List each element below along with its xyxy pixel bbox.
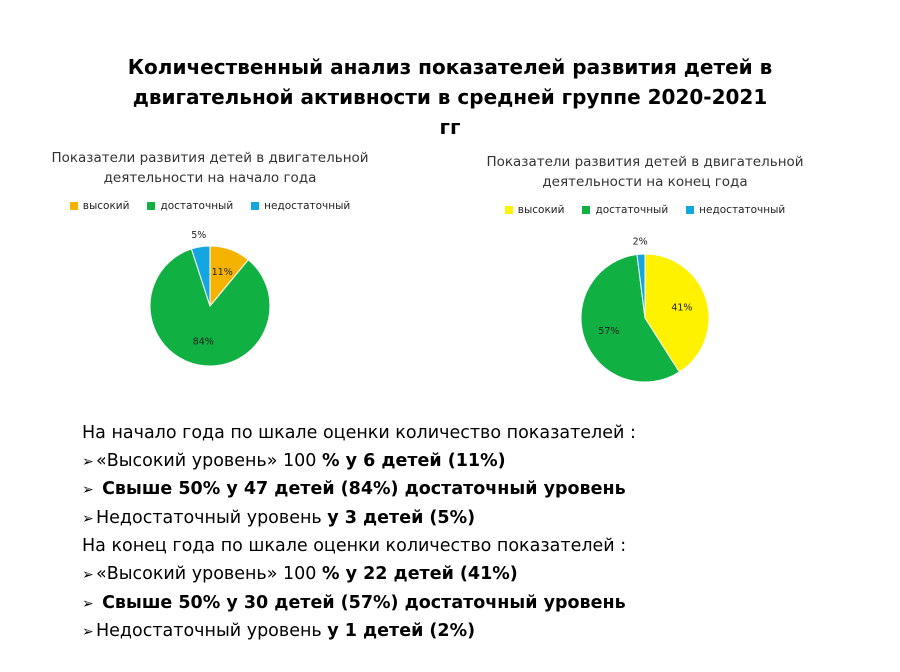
- legend-label: достаточный: [160, 200, 234, 212]
- item-text-bold: % у 6 детей (11%): [321, 450, 506, 471]
- arrow-bullet-icon: ➢: [82, 510, 94, 527]
- item-text-bold: у 3 детей (5%): [327, 507, 476, 528]
- legend-label: достаточный: [595, 204, 669, 216]
- data-label-sufficient: 84%: [192, 336, 214, 348]
- item-text-bold: у 1 детей (2%): [327, 621, 476, 642]
- data-label-high: 41%: [671, 302, 693, 314]
- start-item-high: [82, 448, 842, 477]
- arrow-bullet-icon: ➢: [82, 624, 94, 641]
- page-title-line2: двигательной активности в средней группе 2020-2021 гг: [132, 85, 768, 139]
- arrow-bullet-icon: ➢: [82, 453, 94, 470]
- legend-label: недостаточный: [264, 200, 351, 212]
- arrow-bullet-icon: ➢: [82, 566, 94, 583]
- end-item-sufficient: [82, 590, 842, 619]
- item-text: «Высокий уровень» 100: [96, 563, 322, 584]
- legend-label: высокий: [517, 204, 565, 216]
- arrow-bullet-icon: ➢: [82, 482, 94, 499]
- start-heading: На начало года по шкале оценки количество показателей :: [82, 423, 636, 443]
- item-text-bold: Свыше 50% у 30 детей (57%) достаточный уровень: [96, 592, 626, 613]
- data-label-insufficient: 2%: [632, 236, 648, 248]
- data-label-insufficient: 5%: [191, 229, 207, 241]
- pie-chart-start: [30, 148, 390, 388]
- start-item-sufficient: [82, 476, 842, 505]
- legend-label: высокий: [82, 200, 130, 212]
- item-text-bold: % у 22 детей (41%): [321, 563, 518, 584]
- pie-start-svg: [30, 148, 390, 388]
- start-item-insufficient: [82, 505, 842, 534]
- data-label-sufficient: 57%: [598, 326, 620, 338]
- item-text: Недостаточный уровень: [96, 507, 328, 528]
- summary-text: [82, 420, 842, 647]
- arrow-bullet-icon: ➢: [82, 595, 94, 612]
- item-text: Недостаточный уровень: [96, 621, 328, 642]
- item-text: «Высокий уровень» 100: [96, 450, 322, 471]
- chart-title-line2: деятельности на конец года: [542, 174, 748, 190]
- data-label-high: 11%: [211, 267, 233, 279]
- pie-chart-end: [470, 152, 820, 392]
- end-item-insufficient: [82, 618, 842, 647]
- chart-title-line1: Показатели развития детей в двигательной: [51, 150, 369, 166]
- pie-end-svg: [470, 152, 820, 392]
- legend-label: недостаточный: [699, 204, 786, 216]
- page-title: [120, 52, 780, 142]
- chart-title-line1: Показатели развития детей в двигательной: [486, 154, 804, 170]
- page-title-line1: Количественный анализ показателей развития детей в: [127, 55, 773, 79]
- end-item-high: [82, 561, 842, 590]
- item-text-bold: Свыше 50% у 47 детей (84%) достаточный уровень: [96, 479, 626, 500]
- end-heading: На конец года по шкале оценки количество показателей :: [82, 536, 627, 557]
- chart-title-line2: деятельности на начало года: [103, 170, 317, 186]
